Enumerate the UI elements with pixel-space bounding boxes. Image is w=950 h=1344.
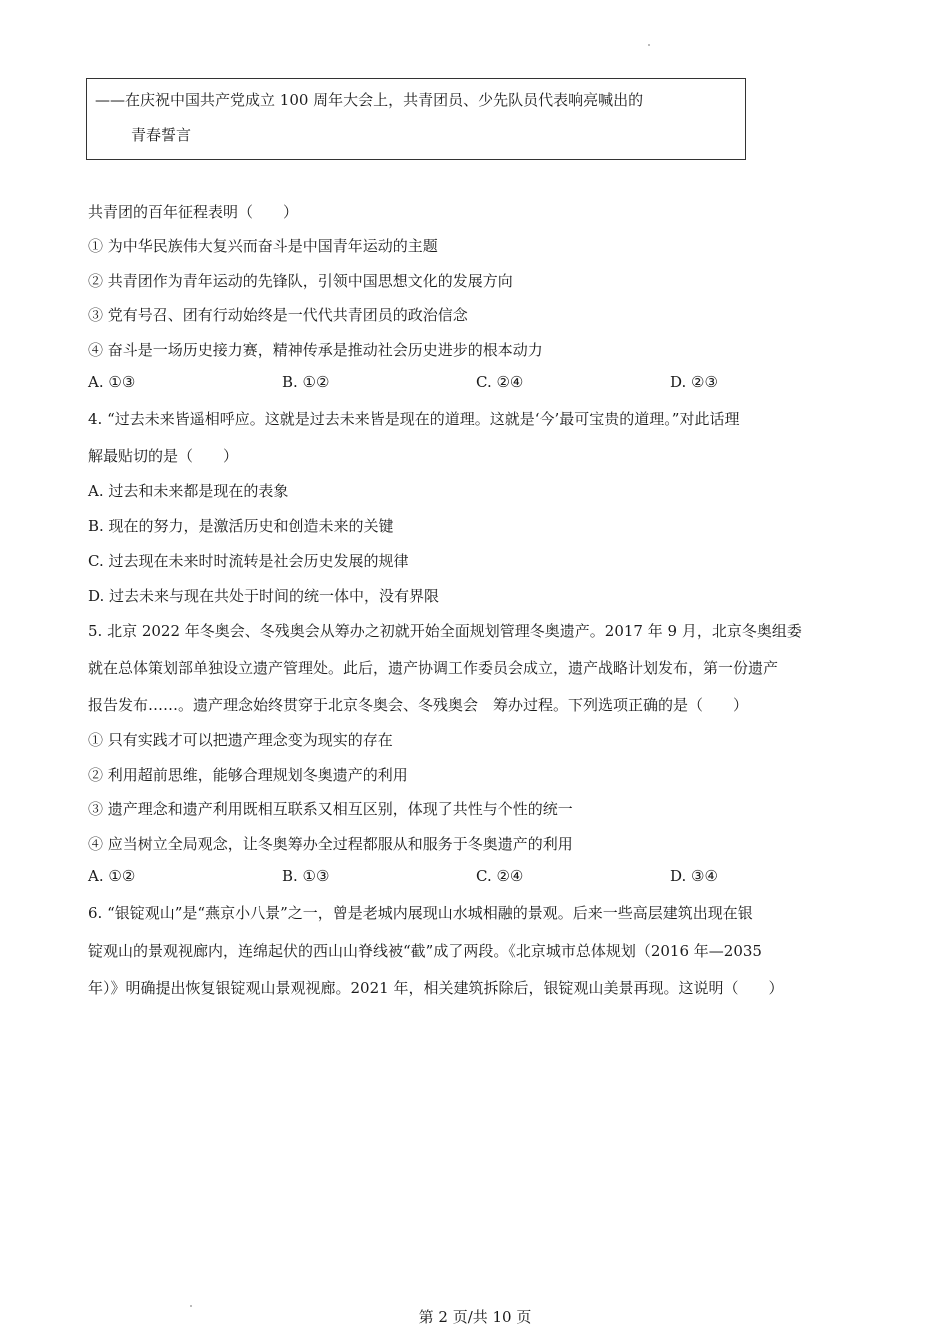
page-number: 第 2 页/共 10 页 bbox=[418, 1308, 532, 1326]
statement-item: ① 只有实践才可以把遗产理念变为现实的存在 bbox=[88, 731, 393, 749]
question-stem: 锭观山的景观视廊内，连绵起伏的西山山脊线被“截”成了两段。《北京城市总体规划（2016 年—2035 bbox=[88, 942, 762, 960]
statement-item: ③ 党有号召、团有行动始终是一代代共青团员的政治信念 bbox=[88, 306, 468, 324]
question-stem: 就在总体策划部单独设立遗产管理处。此后，遗产协调工作委员会成立，遗产战略计划发布，第一份遗产 bbox=[88, 659, 779, 677]
quote-box bbox=[86, 78, 746, 160]
statement-item: ④ 奋斗是一场历史接力赛，精神传承是推动社会历史进步的根本动力 bbox=[88, 341, 543, 359]
quote-text: 青春誓言 bbox=[131, 126, 192, 144]
option-c[interactable]: C. ②④ bbox=[476, 867, 524, 885]
option-c[interactable]: C. ②④ bbox=[476, 373, 524, 391]
statement-item: ② 利用超前思维，能够合理规划冬奥遗产的利用 bbox=[88, 766, 408, 784]
option-d[interactable]: D. ②③ bbox=[670, 373, 718, 391]
statement-item: ① 为中华民族伟大复兴而奋斗是中国青年运动的主题 bbox=[88, 237, 438, 255]
choice-d[interactable]: D. 过去未来与现在共处于时间的统一体中，没有界限 bbox=[88, 587, 440, 605]
option-b[interactable]: B. ①② bbox=[282, 373, 330, 391]
statement-item: ③ 遗产理念和遗产利用既相互联系又相互区别，体现了共性与个性的统一 bbox=[88, 800, 573, 818]
question-stem: 共青团的百年征程表明（ ） bbox=[88, 203, 299, 221]
statement-item: ④ 应当树立全局观念，让冬奥筹办全过程都服从和服务于冬奥遗产的利用 bbox=[88, 835, 573, 853]
question-stem: 年）》明确提出恢复银锭观山景观视廊。2021 年，相关建筑拆除后，银锭观山美景再现。这说明（ ） bbox=[88, 979, 784, 997]
choice-a[interactable]: A. 过去和未来都是现在的表象 bbox=[88, 482, 289, 500]
question-stem: 报告发布……。遗产理念始终贯穿于北京冬奥会、冬残奥会 筹办过程。下列选项正确的是（ ） bbox=[88, 696, 749, 714]
quote-text: ——在庆祝中国共产党成立 100 周年大会上，共青团员、少先队员代表响亮喊出的 bbox=[95, 91, 644, 109]
choice-c[interactable]: C. 过去现在未来时时流转是社会历史发展的规律 bbox=[88, 552, 409, 570]
question-stem: 6. “银锭观山”是“燕京小八景”之一，曾是老城内展现山水城相融的景观。后来一些高层建筑出现在银 bbox=[88, 904, 753, 922]
scan-dot bbox=[648, 44, 650, 46]
option-a[interactable]: A. ①③ bbox=[88, 373, 136, 391]
answer-options bbox=[88, 867, 868, 889]
question-stem: 5. 北京 2022 年冬奥会、冬残奥会从筹办之初就开始全面规划管理冬奥遗产。2017 年 9 月，北京冬奥组委 bbox=[88, 622, 802, 640]
question-stem: 4. “过去未来皆遥相呼应。这就是过去未来皆是现在的道理。这就是‘今’最可宝贵的道理。”对此话理 bbox=[88, 410, 740, 428]
choice-b[interactable]: B. 现在的努力，是激活历史和创造未来的关键 bbox=[88, 517, 394, 535]
option-d[interactable]: D. ③④ bbox=[670, 867, 718, 885]
statement-item: ② 共青团作为青年运动的先锋队，引领中国思想文化的发展方向 bbox=[88, 272, 513, 290]
question-stem: 解最贴切的是（ ） bbox=[88, 447, 239, 465]
option-b[interactable]: B. ①③ bbox=[282, 867, 330, 885]
option-a[interactable]: A. ①② bbox=[88, 867, 136, 885]
answer-options bbox=[88, 373, 868, 395]
